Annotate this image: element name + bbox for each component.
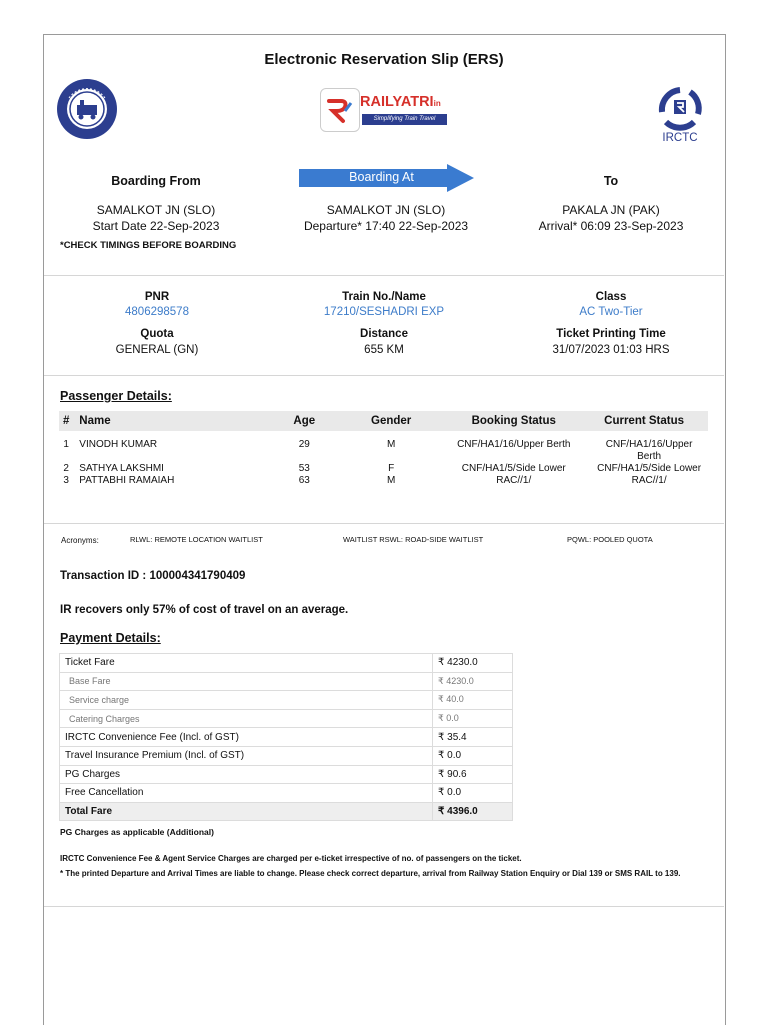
- payment-label: Total Fare: [60, 802, 433, 821]
- payment-value: ₹ 35.4: [433, 728, 513, 747]
- payment-value: ₹ 90.6: [433, 765, 513, 784]
- to-station: PAKALA JN (PAK): [562, 203, 660, 217]
- from-station: SAMALKOT JN (SLO): [96, 203, 216, 217]
- passenger-booking-status: CNF/HA1/5/Side Lower: [461, 463, 566, 474]
- col-name: Name: [73, 411, 273, 431]
- pnr-label: PNR: [144, 291, 170, 303]
- divider: [44, 906, 724, 907]
- payment-label: PG Charges: [60, 765, 433, 784]
- col-booking-status: Booking Status: [447, 411, 580, 431]
- payment-value: ₹ 4396.0: [433, 802, 513, 821]
- timing-change-note: * The printed Departure and Arrival Times are liable to change. Please check correct departure, arrival from Railway Station Enquiry or Dial 139 or SMS RAIL to 139.: [60, 869, 681, 878]
- payment-label: Travel Insurance Premium (Incl. of GST): [60, 746, 433, 765]
- payment-label: Base Fare: [60, 672, 433, 691]
- passenger-age: 63: [298, 475, 310, 486]
- boarding-at-label: Boarding At: [349, 170, 414, 184]
- indian-railways-logo: [56, 78, 118, 140]
- payment-label: Ticket Fare: [60, 654, 433, 673]
- to-label: To: [603, 174, 619, 188]
- passenger-booking-status: CNF/HA1/16/Upper Berth: [457, 439, 571, 450]
- payment-row: [60, 784, 513, 803]
- payment-details-heading: Payment Details:: [60, 631, 161, 645]
- payment-label: Free Cancellation: [60, 784, 433, 803]
- divider: [44, 523, 724, 524]
- boarding-from-label: Boarding From: [111, 174, 201, 188]
- page-title: Electronic Reservation Slip (ERS): [264, 51, 504, 68]
- check-timings-note: *CHECK TIMINGS BEFORE BOARDING: [60, 240, 237, 251]
- payment-label: IRCTC Convenience Fee (Incl. of GST): [60, 728, 433, 747]
- passenger-name: PATTABHI RAMAIAH: [79, 475, 175, 486]
- pg-charges-note: PG Charges as applicable (Additional): [60, 827, 214, 837]
- start-date: Start Date 22-Sep-2023: [92, 219, 220, 233]
- payment-value: ₹ 0.0: [433, 784, 513, 803]
- payment-row: [60, 746, 513, 765]
- col-gender: Gender: [335, 411, 447, 431]
- payment-row: [60, 654, 513, 673]
- passenger-name: VINODH KUMAR: [79, 439, 158, 450]
- col-age: Age: [274, 411, 335, 431]
- distance-label: Distance: [360, 328, 408, 340]
- payment-value: ₹ 0.0: [433, 746, 513, 765]
- train-label: Train No./Name: [342, 291, 426, 303]
- convenience-fee-note: IRCTC Convenience Fee & Agent Service Charges are charged per e-ticket irrespective of no. of passengers on the ticket.: [60, 854, 522, 863]
- acronyms-label: Acronyms:: [61, 536, 99, 545]
- payment-total-row: [60, 802, 513, 821]
- table-row: [59, 475, 708, 487]
- passenger-current-status: CNF/HA1/16/Upper Berth: [605, 439, 693, 462]
- payment-row: [60, 709, 513, 728]
- passenger-gender: M: [386, 439, 396, 450]
- acronym-rlwl: RLWL: REMOTE LOCATION WAITLIST: [130, 535, 263, 544]
- print-time-label: Ticket Printing Time: [556, 328, 666, 340]
- passenger-details-heading: Passenger Details:: [60, 389, 172, 403]
- divider: [44, 375, 724, 376]
- transaction-id: Transaction ID : 100004341790409: [60, 570, 246, 582]
- passenger-current-status: RAC//1/: [631, 475, 667, 486]
- payment-row: [60, 691, 513, 710]
- payment-value: ₹ 4230.0: [433, 672, 513, 691]
- departure-time: Departure* 17:40 22-Sep-2023: [303, 219, 469, 233]
- passenger-table-header: [59, 411, 708, 431]
- railyatri-mark: [320, 88, 360, 132]
- table-row: [59, 463, 708, 475]
- passenger-table: [59, 411, 708, 487]
- col-number: #: [59, 411, 73, 431]
- arrival-time: Arrival* 06:09 23-Sep-2023: [538, 219, 684, 233]
- passenger-gender: M: [386, 475, 396, 486]
- table-row: [59, 431, 708, 463]
- train-value: 17210/SESHADRI EXP: [323, 306, 445, 318]
- col-current-status: Current Status: [580, 411, 708, 431]
- passenger-age: 29: [298, 439, 310, 450]
- irctc-logo: [650, 82, 710, 146]
- payment-value: ₹ 4230.0: [433, 654, 513, 673]
- passenger-number: 3: [63, 475, 69, 486]
- payment-row: [60, 672, 513, 691]
- quota-label: Quota: [140, 328, 174, 340]
- passenger-number: 1: [63, 439, 69, 450]
- acronym-rswl: WAITLIST RSWL: ROAD-SIDE WAITLIST: [343, 535, 484, 544]
- railyatri-logo: [320, 88, 450, 132]
- passenger-name: SATHYA LAKSHMI: [79, 463, 164, 474]
- railyatri-tagline: Simplifying Train Travel: [362, 114, 447, 125]
- passenger-current-status: CNF/HA1/5/Side Lower: [597, 463, 702, 474]
- passenger-gender: F: [388, 463, 395, 474]
- passenger-booking-status: RAC//1/: [496, 475, 532, 486]
- payment-label: Service charge: [60, 691, 433, 710]
- irctc-wordmark: IRCTC: [662, 132, 698, 144]
- print-time-value: 31/07/2023 01:03 HRS: [552, 344, 670, 356]
- quota-value: GENERAL (GN): [115, 344, 199, 356]
- payment-value: ₹ 40.0: [433, 691, 513, 710]
- pnr-value: 4806298578: [125, 306, 189, 318]
- payment-label: Catering Charges: [60, 709, 433, 728]
- class-value: AC Two-Tier: [579, 306, 643, 318]
- class-label: Class: [595, 291, 627, 303]
- payment-table: [59, 653, 513, 821]
- payment-row: [60, 728, 513, 747]
- payment-row: [60, 765, 513, 784]
- payment-value: ₹ 0.0: [433, 709, 513, 728]
- distance-value: 655 KM: [364, 344, 404, 356]
- ir-recovery-note: IR recovers only 57% of cost of travel on an average.: [60, 604, 349, 616]
- divider: [44, 275, 724, 276]
- passenger-number: 2: [63, 463, 69, 474]
- boarding-station: SAMALKOT JN (SLO): [326, 203, 446, 217]
- railyatri-wordmark: RAILYATRIin: [360, 94, 441, 110]
- passenger-age: 53: [298, 463, 310, 474]
- acronym-pqwl: PQWL: POOLED QUOTA: [567, 535, 653, 544]
